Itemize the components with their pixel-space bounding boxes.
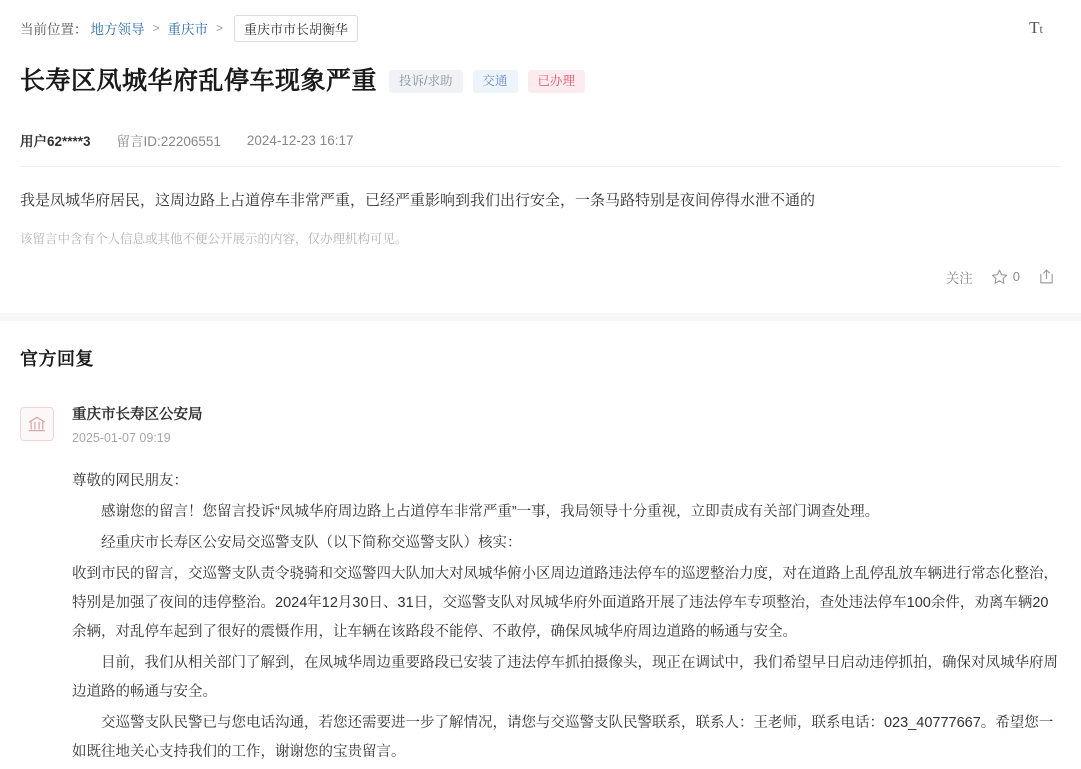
reply-paragraph: 目前，我们从相关部门了解到，在凤城华周边重要路段已安装了违法停车抓拍摄像头，现正在调试中，我们希望早日启动违停抓拍，确保对凤城华府周边道路的畅通与安全。 [72,654,1058,700]
breadcrumb-row [0,0,1081,42]
star-button[interactable] [991,268,1020,285]
reply-paragraph: 感谢您的留言！您留言投诉“凤城华府周边路上占道停车非常严重”一事，我局领导十分重视，立即责成有关部门调查处理。 [101,503,880,520]
follow-button[interactable] [946,267,973,287]
section-divider [0,313,1081,321]
follow-button-label: 关注 [945,270,973,286]
font-size-icon[interactable] [1023,14,1049,40]
page-title: 长寿区凤城华府乱停车现象严重 [20,66,378,95]
post-author: 用户62****3 [20,134,91,149]
post-actions [0,249,1081,287]
post-date: 2024-12-23 16:17 [246,132,354,148]
share-icon[interactable] [1038,268,1055,285]
reply-paragraph: 交巡警支队民警已与您电话沟通，若您还需要进一步了解情况，请您与交巡警支队民警联系，联系人：王老师，联系电话：023_40777667。希望您一如既往地关心支持我们的工作，谢谢您的宝贵留言。 [72,714,1054,760]
reply-paragraph: 经重庆市长寿区公安局交巡警支队（以下简称交巡警支队）核实： [101,534,522,551]
breadcrumb [20,15,358,42]
government-building-icon [20,407,54,441]
reply-main [72,403,1061,769]
breadcrumb-item-local-leaders[interactable]: 地方领导 [90,22,145,37]
post-message-id: 留言ID:22206551 [116,134,221,149]
reply-date: 2025-01-07 09:19 [72,430,171,445]
reply-body [72,467,1061,767]
reply-org-name: 重庆市长寿区公安局 [72,406,203,423]
font-size-icon-small-t: t [1039,22,1043,36]
breadcrumb-item-chongqing[interactable]: 重庆市 [167,22,209,37]
post-body [0,167,1081,249]
reply-paragraph: 收到市民的留言，交巡警支队责令骁骑和交巡警四大队加大对凤城华俯小区周边道路违法停车的巡逻整治力度，对在道路上乱停乱放车辆进行常态化整治，特别是加强了夜间的违停整治。2024年12月30日、31日，交巡警支队对凤城华府外面道路开展了违法停车专项整治，查处违法停车100余件，劝离车辆20余辆，对乱停车起到了很好的震慑作用，让车辆在该路段不能停、不敢停，确保凤城华府周边道路的畅通与安全。 [72,565,1058,640]
share-button[interactable] [1038,268,1055,285]
tag-category[interactable]: 投诉/求助 [389,70,462,93]
official-reply-heading: 官方回复 [20,348,94,369]
font-size-icon-large-t: T [1029,17,1040,37]
reply-paragraph: 尊敬的网民朋友： [72,472,188,489]
official-reply-section [0,321,1081,769]
status-badge: 已办理 [528,70,586,93]
breadcrumb-separator-1: > [152,21,160,35]
tag-type[interactable]: 交通 [473,70,518,93]
reply-block [20,403,1061,769]
post-meta [0,114,1081,150]
breadcrumb-item-mayor[interactable]: 重庆市市长胡衡华 [234,15,358,42]
post-privacy-note: 该留言中含有个人信息或其他不便公开展示的内容，仅办理机构可见。 [20,231,408,246]
title-row [0,42,1081,114]
breadcrumb-separator-2: > [216,21,224,35]
star-icon[interactable] [991,268,1008,285]
breadcrumb-label: 当前位置： [20,22,88,37]
star-count: 0 [1012,269,1020,285]
post-content: 我是凤城华府居民，这周边路上占道停车非常严重，已经严重影响到我们出行安全，一条马路特别是夜间停得水泄不通的 [20,192,816,209]
